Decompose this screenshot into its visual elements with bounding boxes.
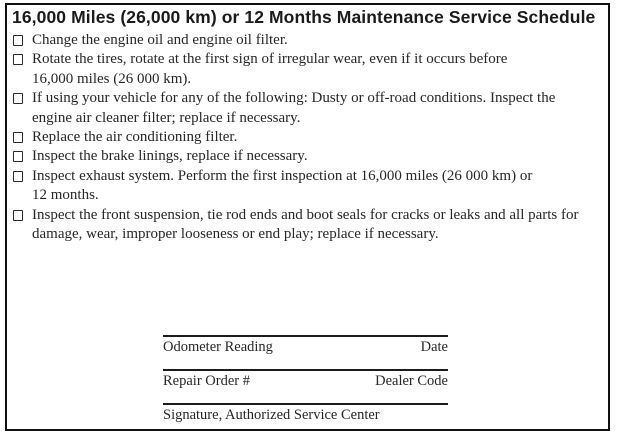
form-row-repair-dealer — [163, 369, 448, 403]
maintenance-checklist — [9, 31, 596, 244]
checklist-item-text: If using your vehicle for any of the following: Dusty or off-road conditions. Inspect the — [32, 90, 556, 107]
checklist-item-text: Inspect exhaust system. Perform the first inspection at 16,000 miles (26 000 km) or — [32, 167, 533, 184]
odometer-reading-label: Odometer Reading — [163, 339, 273, 355]
date-label: Date — [420, 339, 448, 355]
checkbox-icon — [13, 132, 23, 143]
dealer-code-label: Dealer Code — [375, 373, 448, 389]
checkbox-icon — [13, 35, 23, 46]
checklist-item-text: damage, wear, improper looseness or end play; replace if necessary. — [32, 226, 439, 243]
checkbox-icon — [13, 54, 23, 65]
form-row-signature — [163, 403, 448, 437]
checklist-item-text: engine air cleaner filter; replace if necessary. — [32, 109, 301, 126]
form-row-odometer-date — [163, 335, 448, 369]
service-record-form — [163, 335, 448, 437]
checklist-item — [9, 167, 596, 206]
checklist-item-text: 16,000 miles (26 000 km). — [32, 70, 192, 87]
signature-label: Signature, Authorized Service Center — [163, 407, 380, 423]
checkbox-icon — [13, 171, 23, 182]
checklist-item — [9, 206, 596, 245]
checklist-item-text: Change the engine oil and engine oil filter. — [32, 32, 288, 48]
page-title: 16,000 Miles (26,000 km) or 12 Months Maintenance Service Schedule — [12, 7, 596, 27]
checklist-item-text: 12 months. — [32, 187, 99, 204]
checkbox-icon — [13, 93, 23, 104]
checklist-item-text: Rotate the tires, rotate at the first sign of irregular wear, even if it occurs before — [32, 51, 508, 68]
checklist-item — [9, 89, 596, 128]
checkbox-icon — [13, 210, 23, 221]
checklist-item-text: Inspect the brake linings, replace if necessary. — [32, 148, 308, 165]
checklist-item — [9, 128, 596, 147]
checklist-item — [9, 31, 596, 50]
checklist-item — [9, 147, 596, 166]
checklist-item — [9, 50, 596, 89]
repair-order-label: Repair Order # — [163, 373, 250, 389]
checklist-item-text: Replace the air conditioning filter. — [32, 129, 238, 146]
checklist-item-text: Inspect the front suspension, tie rod ends and boot seals for cracks or leaks and all parts for — [32, 206, 579, 223]
checkbox-icon — [13, 151, 23, 162]
